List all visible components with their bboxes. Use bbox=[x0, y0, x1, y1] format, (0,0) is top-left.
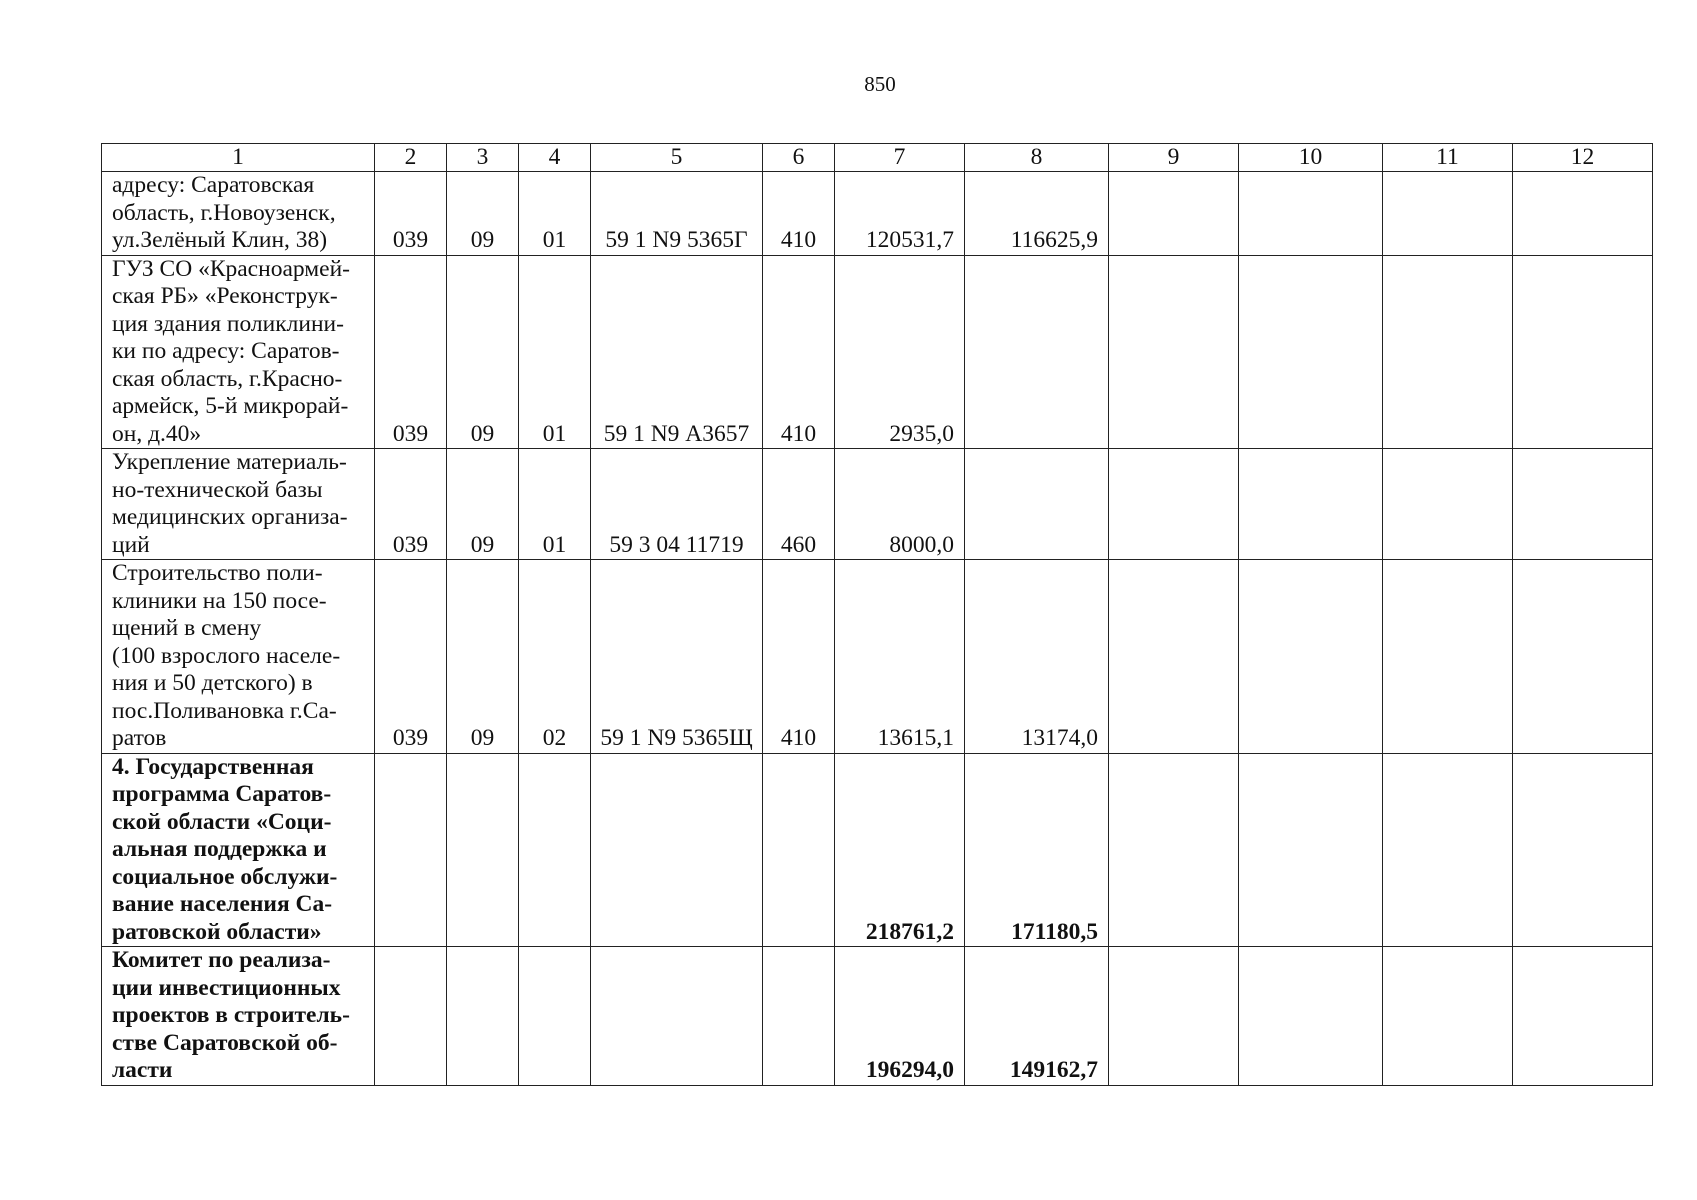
empty-cell bbox=[1383, 255, 1513, 449]
ministry-code-cell: 039 bbox=[375, 449, 447, 560]
table-row bbox=[102, 172, 1653, 256]
section-code-cell bbox=[447, 753, 519, 947]
column-header: 11 bbox=[1383, 144, 1513, 172]
page-number: 850 bbox=[864, 72, 896, 96]
empty-cell bbox=[1513, 560, 1653, 754]
column-header: 3 bbox=[447, 144, 519, 172]
column-header: 5 bbox=[591, 144, 763, 172]
subsection-code-cell: 01 bbox=[519, 449, 591, 560]
item-name-line: ская РБ» «Реконструк- bbox=[112, 283, 338, 309]
empty-cell bbox=[1239, 172, 1383, 256]
amount-cell: 116625,9 bbox=[965, 172, 1109, 256]
column-header: 10 bbox=[1239, 144, 1383, 172]
item-name-line: социальное обслужи- bbox=[112, 863, 338, 890]
subsection-code-cell bbox=[519, 947, 591, 1086]
column-number-header-row bbox=[102, 144, 1653, 172]
empty-cell bbox=[1513, 449, 1653, 560]
item-name-line: ратовской области» bbox=[112, 918, 322, 945]
target-article-cell: 59 1 N9 5365Г bbox=[591, 172, 763, 256]
table-row bbox=[102, 753, 1653, 947]
item-name-line: ская область, г.Красно- bbox=[112, 365, 343, 392]
section-code-cell: 09 bbox=[447, 255, 519, 449]
subsection-code-cell: 02 bbox=[519, 560, 591, 754]
column-header: 7 bbox=[835, 144, 965, 172]
empty-cell bbox=[1109, 560, 1239, 754]
item-name-line: вание населения Са- bbox=[112, 891, 333, 917]
empty-cell bbox=[1109, 947, 1239, 1086]
amount-cell: 2935,0 bbox=[835, 255, 965, 449]
empty-cell bbox=[1239, 255, 1383, 449]
target-article-cell: 59 1 N9 5365Щ bbox=[591, 560, 763, 754]
item-name-line: (100 взрослого населе- bbox=[112, 642, 341, 669]
amount-cell bbox=[965, 449, 1109, 560]
amount-cell: 120531,7 bbox=[835, 172, 965, 256]
item-name-line: ской области «Соци- bbox=[112, 808, 332, 835]
ministry-code-cell bbox=[375, 947, 447, 1086]
ministry-code-cell: 039 bbox=[375, 560, 447, 754]
target-article-cell bbox=[591, 753, 763, 947]
item-name-cell bbox=[102, 172, 375, 256]
table-row bbox=[102, 255, 1653, 449]
section-code-cell: 09 bbox=[447, 560, 519, 754]
column-header: 4 bbox=[519, 144, 591, 172]
item-name-line: щений в смену bbox=[112, 615, 262, 641]
item-name-line: ции инвестиционных bbox=[112, 974, 341, 1001]
empty-cell bbox=[1383, 947, 1513, 1086]
amount-cell: 8000,0 bbox=[835, 449, 965, 560]
item-name-line: пос.Поливановка г.Са- bbox=[112, 697, 337, 724]
empty-cell bbox=[1239, 560, 1383, 754]
amount-cell: 196294,0 bbox=[835, 947, 965, 1086]
table-row bbox=[102, 449, 1653, 560]
column-header: 2 bbox=[375, 144, 447, 172]
target-article-cell bbox=[591, 947, 763, 1086]
item-name-line: адресу: Саратовская bbox=[112, 172, 315, 198]
budget-table bbox=[101, 143, 1653, 1086]
empty-cell bbox=[1383, 172, 1513, 256]
item-name-cell bbox=[102, 947, 375, 1086]
empty-cell bbox=[1383, 753, 1513, 947]
ministry-code-cell: 039 bbox=[375, 255, 447, 449]
table-row bbox=[102, 560, 1653, 754]
empty-cell bbox=[1239, 753, 1383, 947]
empty-cell bbox=[1383, 560, 1513, 754]
amount-cell bbox=[965, 255, 1109, 449]
item-name-line: Строительство поли- bbox=[112, 560, 323, 586]
item-name-line: ласти bbox=[112, 1057, 173, 1083]
amount-cell: 13615,1 bbox=[835, 560, 965, 754]
section-code-cell: 09 bbox=[447, 172, 519, 256]
column-header: 1 bbox=[102, 144, 375, 172]
empty-cell bbox=[1513, 947, 1653, 1086]
column-header: 9 bbox=[1109, 144, 1239, 172]
empty-cell bbox=[1109, 449, 1239, 560]
item-name-line: ратов bbox=[112, 725, 167, 751]
amount-cell: 218761,2 bbox=[835, 753, 965, 947]
section-code-cell bbox=[447, 947, 519, 1086]
item-name-line: армейск, 5-й микрорай- bbox=[112, 393, 349, 419]
empty-cell bbox=[1109, 255, 1239, 449]
ministry-code-cell: 039 bbox=[375, 172, 447, 256]
item-name-cell bbox=[102, 560, 375, 754]
item-name-line: медицинских организа- bbox=[112, 504, 348, 530]
empty-cell bbox=[1109, 172, 1239, 256]
item-name-line: стве Саратовской об- bbox=[112, 1029, 338, 1056]
item-name-line: область, г.Новоузенск, bbox=[112, 199, 336, 226]
item-name-line: клиники на 150 посе- bbox=[112, 587, 327, 614]
subsection-code-cell bbox=[519, 753, 591, 947]
item-name-line: ция здания поликлини- bbox=[112, 310, 344, 337]
empty-cell bbox=[1383, 449, 1513, 560]
target-article-cell: 59 1 N9 А3657 bbox=[591, 255, 763, 449]
item-name-line: ГУЗ СО «Красноармей- bbox=[112, 255, 350, 282]
expense-type-cell bbox=[763, 753, 835, 947]
item-name-cell bbox=[102, 753, 375, 947]
amount-cell: 171180,5 bbox=[965, 753, 1109, 947]
empty-cell bbox=[1239, 947, 1383, 1086]
column-header: 12 bbox=[1513, 144, 1653, 172]
expense-type-cell: 410 bbox=[763, 255, 835, 449]
amount-cell: 13174,0 bbox=[965, 560, 1109, 754]
item-name-cell bbox=[102, 449, 375, 560]
item-name-line: проектов в строитель- bbox=[112, 1002, 350, 1028]
empty-cell bbox=[1109, 753, 1239, 947]
expense-type-cell: 410 bbox=[763, 560, 835, 754]
column-header: 8 bbox=[965, 144, 1109, 172]
empty-cell bbox=[1513, 172, 1653, 256]
ministry-code-cell bbox=[375, 753, 447, 947]
item-name-cell bbox=[102, 255, 375, 449]
item-name-line: ций bbox=[112, 531, 150, 558]
subsection-code-cell: 01 bbox=[519, 172, 591, 256]
section-code-cell: 09 bbox=[447, 449, 519, 560]
item-name-line: ния и 50 детского) в bbox=[112, 670, 313, 696]
item-name-line: программа Саратов- bbox=[112, 781, 332, 807]
empty-cell bbox=[1239, 449, 1383, 560]
item-name-line: 4. Государственная bbox=[112, 753, 314, 780]
target-article-cell: 59 3 04 11719 bbox=[591, 449, 763, 560]
item-name-line: альная поддержка и bbox=[112, 836, 327, 862]
item-name-line: ул.Зелёный Клин, 38) bbox=[112, 227, 328, 253]
item-name-line: Комитет по реализа- bbox=[112, 947, 331, 973]
expense-type-cell: 460 bbox=[763, 449, 835, 560]
expense-type-cell bbox=[763, 947, 835, 1086]
empty-cell bbox=[1513, 255, 1653, 449]
expense-type-cell: 410 bbox=[763, 172, 835, 256]
table-row bbox=[102, 947, 1653, 1086]
item-name-line: Укрепление материаль- bbox=[112, 449, 347, 475]
amount-cell: 149162,7 bbox=[965, 947, 1109, 1086]
subsection-code-cell: 01 bbox=[519, 255, 591, 449]
item-name-line: ки по адресу: Саратов- bbox=[112, 338, 340, 364]
item-name-line: но-технической базы bbox=[112, 476, 323, 503]
item-name-line: он, д.40» bbox=[112, 420, 202, 447]
column-header: 6 bbox=[763, 144, 835, 172]
empty-cell bbox=[1513, 753, 1653, 947]
table-body bbox=[102, 144, 1653, 1086]
